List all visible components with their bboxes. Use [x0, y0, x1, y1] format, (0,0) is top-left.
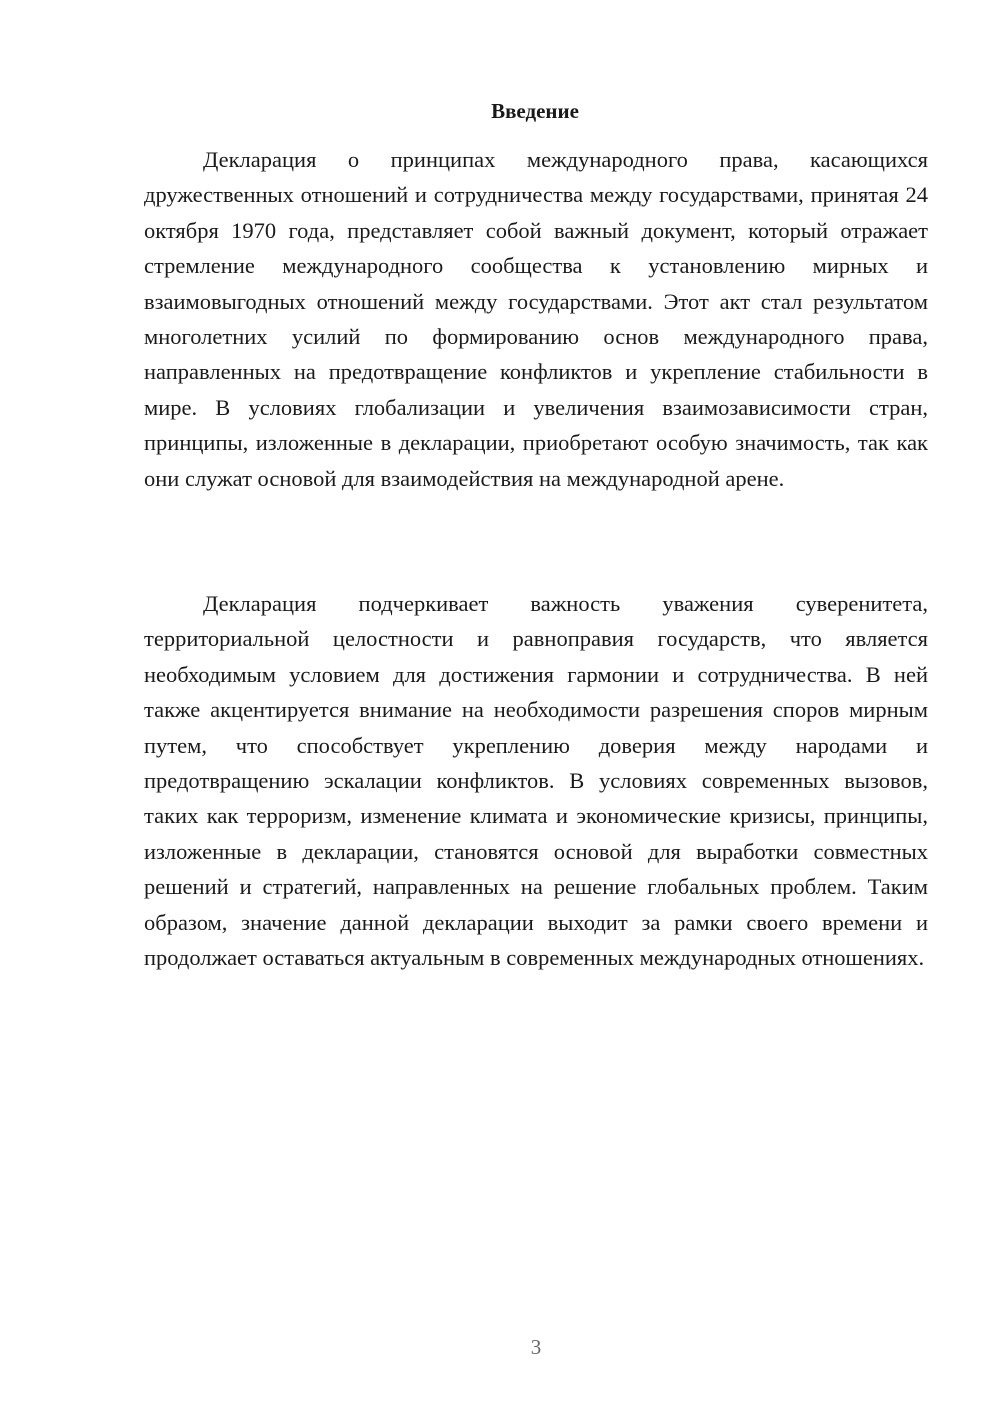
page-number: 3 [530, 1335, 542, 1359]
paragraph-2: Декларация подчеркивает важность уважения суверенитета, территориальной целостности и равноправия государств, что является необходимым условием для достижения гармонии и сотрудничества. В ней также акцентируется внимание на необходимости разрешения споров мирным путем, что способствует укреплению доверия между народами и предотвращению эскалации конфликтов. В условиях современных вызовов, таких как терроризм, изменение климата и экономические кризисы, принципы, изложенные в декларации, становятся основой для выработки совместных решений и стратегий, направленных на решение глобальных проблем. Таким образом, значение данной декларации выходит за рамки своего времени и продолжает оставаться актуальным в современных международных отношениях. [144, 591, 928, 971]
section-title: Введение [491, 99, 579, 123]
paragraph-1: Декларация о принципах международного права, касающихся дружественных отношений и сотрудничества между государствами, принятая 24 октября 1970 года, представляет собой важный документ, который отражает стремление международного сообщества к установлению мирных и взаимовыгодных отношений между государствами. Этот акт стал результатом многолетних усилий по формированию основ международного права, направленных на предотвращение конфликтов и укрепление стабильности в мире. В условиях глобализации и увеличения взаимозависимости стран, принципы, изложенные в декларации, приобретают особую значимость, так как они служат основой для взаимодействия на международной арене. [144, 147, 928, 491]
